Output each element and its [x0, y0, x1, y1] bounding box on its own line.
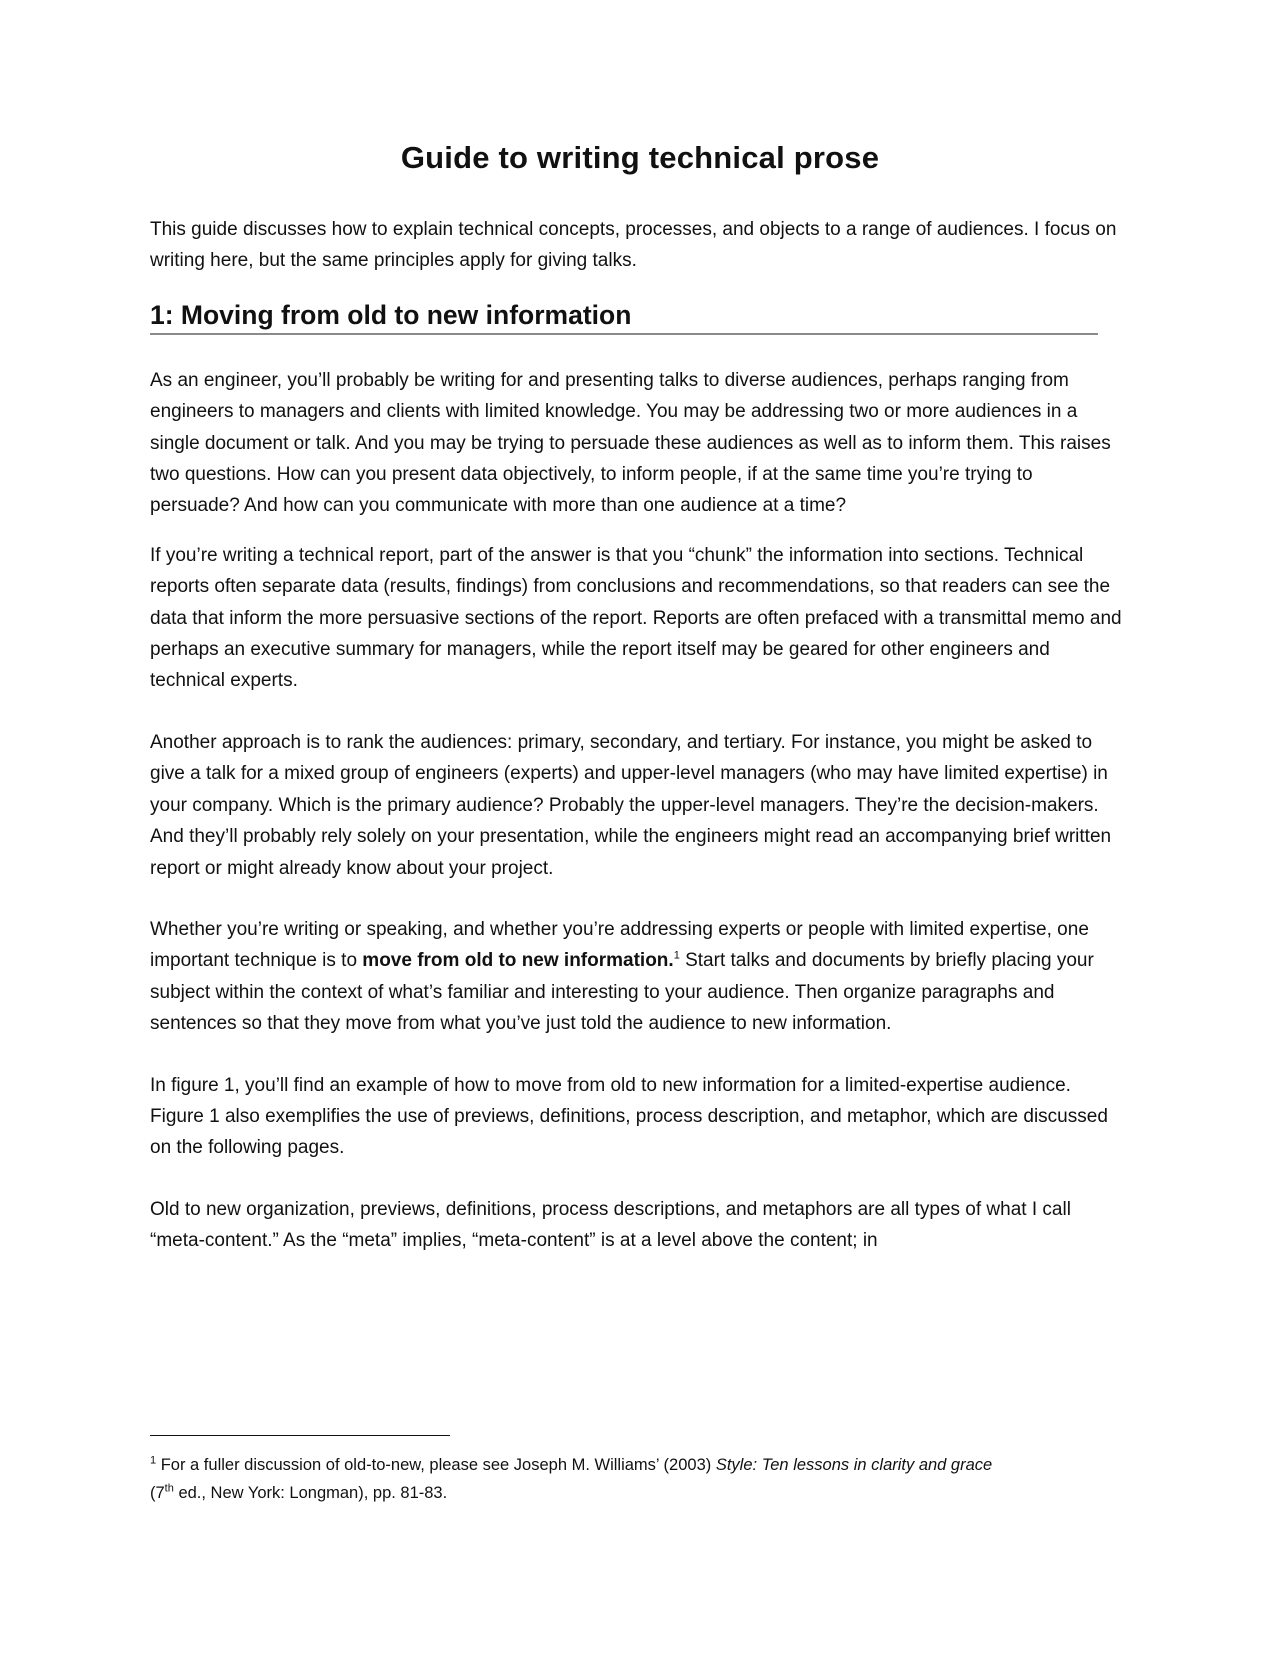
intro-paragraph: This guide discusses how to explain technical concepts, processes, and objects to a range of audiences. I focus on writing here, but the same principles apply for giving talks.	[150, 219, 1117, 272]
body-paragraph-6: Old to new organization, previews, definitions, process descriptions, and metaphors are all types of what I call “meta-content.” As the “meta” implies, “meta-content” is at a level above the content; in	[150, 1198, 1071, 1252]
body-paragraph-2: If you’re writing a technical report, part of the answer is that you “chunk” the information into sections. Technical reports often separate data (results, findings) from conclusions and recommendations, so that readers can see the data that inform the more persuasive sections of the report. Reports are often prefaced with a transmittal memo and perhaps an executive summary for managers, while the report itself may be geared for other engineers and technical experts.	[150, 544, 1122, 692]
emphasis-old-to-new: move from old to new information.	[362, 950, 674, 972]
footnote-reference: 1	[673, 949, 680, 962]
footnote-marker: 1	[150, 1454, 157, 1467]
footnote-publisher: ed., New York: Longman), pp. 81-83.	[173, 1484, 448, 1502]
body-paragraph-4-text-start: Whether you’re writing or speaking, and whether you’re addressing experts or people with limited expertise, one important technique is to	[150, 918, 1089, 972]
footnote	[150, 1451, 1140, 1507]
body-paragraph-4-text-end: Start talks and documents by briefly placing your subject within the context of what’s familiar and interesting to your audience. Then organize paragraphs and sentences so that they move from what you’ve just told the audience to new information.	[150, 950, 1094, 1035]
document-title: Guide to writing technical prose	[400, 140, 880, 175]
body-paragraph-1: As an engineer, you’ll probably be writing for and presenting talks to diverse audiences, perhaps ranging from engineers to managers and clients with limited knowledge. You may be addressing two or more audiences in a single document or talk. And you may be trying to persuade these audiences as well as to inform them. This raises two questions. How can you present data objectively, to inform people, if at the same time you’re trying to persuade? And how can you communicate with more than one audience at a time?	[150, 369, 1111, 517]
body-paragraph-3: Another approach is to rank the audiences: primary, secondary, and tertiary. For instance, you might be asked to give a talk for a mixed group of engineers (experts) and upper-level managers (who may have limited expertise) in your company. Which is the primary audience? Probably the upper-level managers. They’re the decision-makers. And they’ll probably rely solely on your presentation, while the engineers might read an accompanying brief written report or might already know about your project.	[150, 731, 1112, 879]
footnote-book-title: Style: Ten lessons in clarity and grace	[715, 1456, 993, 1474]
body-paragraph-5: In figure 1, you’ll find an example of how to move from old to new information for a limited-expertise audience. Figure 1 also exemplifies the use of previews, definitions, process description, and metaphor, which are discussed on the following pages.	[150, 1074, 1108, 1159]
document-body	[150, 214, 1126, 1257]
footnote-text: For a fuller discussion of old-to-new, please see Joseph M. Williams’ (2003)	[156, 1456, 716, 1474]
section-heading: 1: Moving from old to new information	[150, 297, 1098, 335]
body-paragraph-4	[150, 914, 1126, 1040]
footnote-edition-suffix: th	[164, 1482, 174, 1495]
footnote-edition-start: (7	[150, 1484, 165, 1502]
footnote-divider	[150, 1435, 450, 1436]
